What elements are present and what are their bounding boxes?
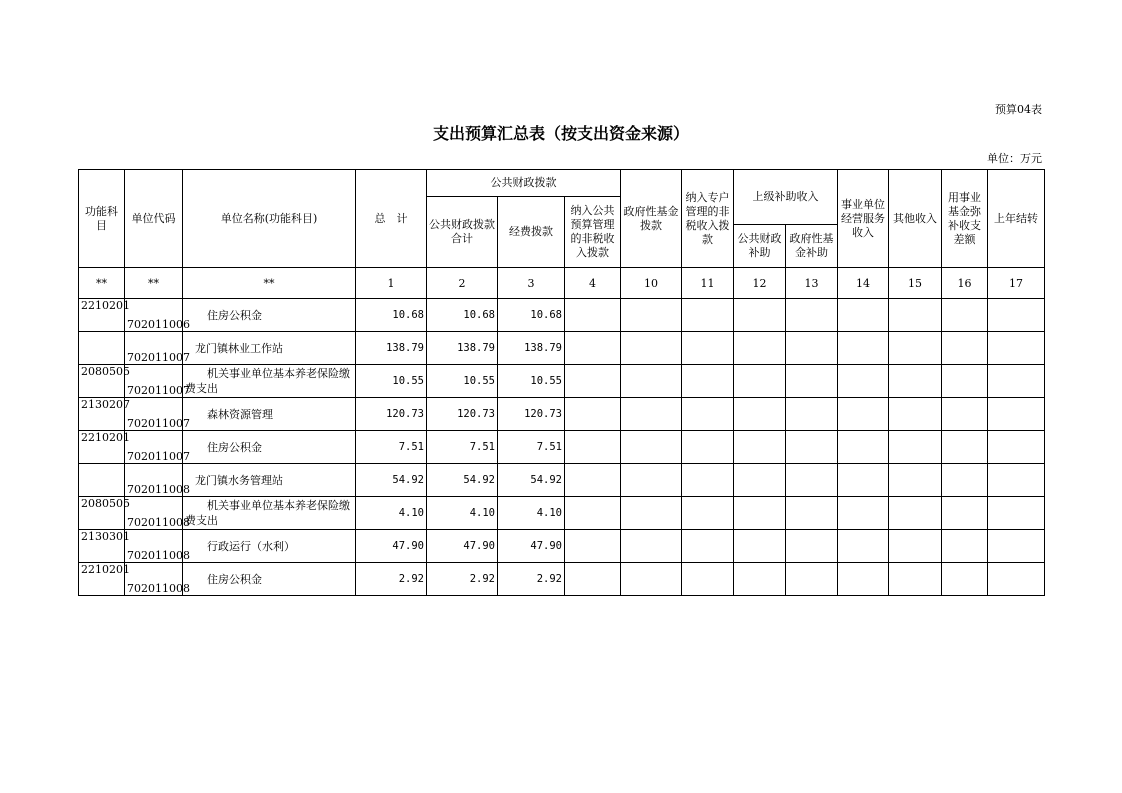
table-body (79, 299, 1045, 596)
empty-cell (565, 398, 621, 431)
index-cell: 4 (565, 268, 621, 299)
table-row (79, 563, 1045, 596)
expense-cell: 54.92 (498, 464, 565, 497)
public-total-cell: 10.55 (427, 365, 498, 398)
header-upper-public-fin: 公共财政补助 (734, 225, 786, 268)
unit-name-cell: 住房公积金 (183, 299, 356, 332)
empty-cell (621, 464, 682, 497)
public-total-cell: 2.92 (427, 563, 498, 596)
index-cell: 14 (838, 268, 889, 299)
index-cell: ** (79, 268, 125, 299)
table-row (79, 431, 1045, 464)
empty-cell (889, 464, 942, 497)
empty-cell (838, 299, 889, 332)
header-upper-subsidy-group: 上级补助收入 (734, 170, 838, 225)
empty-cell (988, 299, 1045, 332)
unit-name-cell: 机关事业单位基本养老保险缴费支出 (183, 365, 356, 398)
total-cell: 10.68 (356, 299, 427, 332)
empty-cell (786, 398, 838, 431)
public-total-cell: 120.73 (427, 398, 498, 431)
empty-cell (889, 398, 942, 431)
unit-name-cell: 住房公积金 (183, 563, 356, 596)
empty-cell (988, 464, 1045, 497)
empty-cell (682, 563, 734, 596)
unit-name-cell: 行政运行（水利） (183, 530, 356, 563)
empty-cell (621, 431, 682, 464)
unit-name-cell: 住房公积金 (183, 431, 356, 464)
expense-cell: 138.79 (498, 332, 565, 365)
empty-cell (942, 299, 988, 332)
header-nontax-public: 纳入公共预算管理的非税收入拨款 (565, 197, 621, 268)
unit-label: 单位：万元 (987, 152, 1042, 165)
empty-cell (786, 332, 838, 365)
empty-cell (682, 530, 734, 563)
empty-cell (621, 398, 682, 431)
index-cell: 10 (621, 268, 682, 299)
empty-cell (988, 332, 1045, 365)
empty-cell (565, 431, 621, 464)
empty-cell (734, 563, 786, 596)
index-cell: 1 (356, 268, 427, 299)
header-total: 总 计 (356, 170, 427, 268)
unit-code-cell: 702011008 (125, 563, 183, 596)
empty-cell (838, 464, 889, 497)
public-total-cell: 138.79 (427, 332, 498, 365)
empty-cell (889, 299, 942, 332)
unit-code-cell: 702011007 (125, 431, 183, 464)
expense-cell: 120.73 (498, 398, 565, 431)
empty-cell (942, 497, 988, 530)
expense-cell: 2.92 (498, 563, 565, 596)
empty-cell (734, 332, 786, 365)
empty-cell (565, 299, 621, 332)
empty-cell (786, 563, 838, 596)
empty-cell (988, 431, 1045, 464)
total-cell: 4.10 (356, 497, 427, 530)
budget-table (78, 169, 1045, 596)
expense-cell: 10.55 (498, 365, 565, 398)
unit-name-cell: 森林资源管理 (183, 398, 356, 431)
header-unit-name: 单位名称(功能科目) (183, 170, 356, 268)
empty-cell (838, 365, 889, 398)
header-public-fin-group: 公共财政拨款 (427, 170, 621, 197)
empty-cell (889, 530, 942, 563)
table-row (79, 398, 1045, 431)
empty-cell (942, 431, 988, 464)
index-cell: 12 (734, 268, 786, 299)
empty-cell (988, 398, 1045, 431)
empty-cell (838, 431, 889, 464)
index-cell: 17 (988, 268, 1045, 299)
index-cell: 11 (682, 268, 734, 299)
empty-cell (734, 365, 786, 398)
header-func-subject: 功能科目 (79, 170, 125, 268)
total-cell: 10.55 (356, 365, 427, 398)
empty-cell (786, 365, 838, 398)
empty-cell (786, 431, 838, 464)
index-cell: ** (125, 268, 183, 299)
empty-cell (838, 530, 889, 563)
total-cell: 7.51 (356, 431, 427, 464)
index-row (79, 268, 1045, 299)
func-code-cell: 2210201 (79, 431, 125, 464)
unit-name-cell: 龙门镇林业工作站 (183, 332, 356, 365)
empty-cell (786, 497, 838, 530)
empty-cell (565, 332, 621, 365)
func-code-cell: 2210201 (79, 299, 125, 332)
empty-cell (988, 497, 1045, 530)
total-cell: 54.92 (356, 464, 427, 497)
empty-cell (988, 563, 1045, 596)
public-total-cell: 7.51 (427, 431, 498, 464)
unit-code-cell: 702011008 (125, 497, 183, 530)
empty-cell (942, 332, 988, 365)
index-cell: 15 (889, 268, 942, 299)
empty-cell (786, 299, 838, 332)
unit-code-cell: 702011008 (125, 530, 183, 563)
empty-cell (942, 530, 988, 563)
unit-code-cell: 702011007 (125, 365, 183, 398)
empty-cell (682, 398, 734, 431)
index-cell: 16 (942, 268, 988, 299)
table-row (79, 299, 1045, 332)
empty-cell (889, 332, 942, 365)
index-cell: 2 (427, 268, 498, 299)
table-row (79, 365, 1045, 398)
expense-cell: 4.10 (498, 497, 565, 530)
empty-cell (621, 299, 682, 332)
empty-cell (988, 365, 1045, 398)
empty-cell (942, 398, 988, 431)
unit-name-cell: 龙门镇水务管理站 (183, 464, 356, 497)
header-other-income: 其他收入 (889, 170, 942, 268)
empty-cell (838, 563, 889, 596)
table-row (79, 332, 1045, 365)
public-total-cell: 4.10 (427, 497, 498, 530)
empty-cell (682, 464, 734, 497)
unit-name-cell: 机关事业单位基本养老保险缴费支出 (183, 497, 356, 530)
empty-cell (621, 332, 682, 365)
empty-cell (942, 563, 988, 596)
empty-cell (734, 431, 786, 464)
empty-cell (889, 365, 942, 398)
public-total-cell: 10.68 (427, 299, 498, 332)
empty-cell (734, 398, 786, 431)
public-total-cell: 54.92 (427, 464, 498, 497)
unit-code-cell: 702011007 (125, 398, 183, 431)
empty-cell (565, 563, 621, 596)
empty-cell (565, 365, 621, 398)
empty-cell (734, 299, 786, 332)
empty-cell (889, 563, 942, 596)
total-cell: 47.90 (356, 530, 427, 563)
func-code-cell: 2130207 (79, 398, 125, 431)
func-code-cell (79, 332, 125, 365)
empty-cell (734, 530, 786, 563)
header-upper-gov-fund: 政府性基金补助 (786, 225, 838, 268)
func-code-cell: 2080505 (79, 365, 125, 398)
func-code-cell: 2130301 (79, 530, 125, 563)
header-business-income: 事业单位经营服务收入 (838, 170, 889, 268)
empty-cell (889, 431, 942, 464)
form-number: 预算04表 (995, 103, 1042, 116)
total-cell: 138.79 (356, 332, 427, 365)
empty-cell (682, 365, 734, 398)
total-cell: 120.73 (356, 398, 427, 431)
empty-cell (942, 365, 988, 398)
empty-cell (621, 563, 682, 596)
empty-cell (682, 497, 734, 530)
empty-cell (786, 464, 838, 497)
empty-cell (838, 398, 889, 431)
table-row (79, 530, 1045, 563)
empty-cell (988, 530, 1045, 563)
empty-cell (565, 464, 621, 497)
expense-cell: 47.90 (498, 530, 565, 563)
unit-code-cell: 702011007 (125, 332, 183, 365)
empty-cell (786, 530, 838, 563)
index-cell: 3 (498, 268, 565, 299)
page-title: 支出预算汇总表（按支出资金来源） (432, 124, 689, 143)
public-total-cell: 47.90 (427, 530, 498, 563)
empty-cell (621, 497, 682, 530)
func-code-cell: 2210201 (79, 563, 125, 596)
header-unit-code: 单位代码 (125, 170, 183, 268)
empty-cell (565, 497, 621, 530)
table-row (79, 464, 1045, 497)
empty-cell (621, 365, 682, 398)
expense-cell: 7.51 (498, 431, 565, 464)
index-cell: 13 (786, 268, 838, 299)
index-cell: ** (183, 268, 356, 299)
table-row (79, 497, 1045, 530)
expense-cell: 10.68 (498, 299, 565, 332)
unit-code-cell: 702011006 (125, 299, 183, 332)
empty-cell (682, 431, 734, 464)
header-carry-over: 上年结转 (988, 170, 1045, 268)
header-gov-fund: 政府性基金拨款 (621, 170, 682, 268)
empty-cell (838, 332, 889, 365)
empty-cell (565, 530, 621, 563)
total-cell: 2.92 (356, 563, 427, 596)
empty-cell (734, 464, 786, 497)
header-expense-alloc: 经费拨款 (498, 197, 565, 268)
empty-cell (734, 497, 786, 530)
func-code-cell: 2080505 (79, 497, 125, 530)
empty-cell (682, 299, 734, 332)
header-public-fin-total: 公共财政拨款合计 (427, 197, 498, 268)
func-code-cell (79, 464, 125, 497)
empty-cell (889, 497, 942, 530)
header-fund-balance: 用事业基金弥补收支差额 (942, 170, 988, 268)
empty-cell (838, 497, 889, 530)
unit-code-cell: 702011008 (125, 464, 183, 497)
table-header (79, 170, 1045, 299)
empty-cell (942, 464, 988, 497)
empty-cell (621, 530, 682, 563)
header-special-nontax: 纳入专户管理的非税收入拨款 (682, 170, 734, 268)
empty-cell (682, 332, 734, 365)
